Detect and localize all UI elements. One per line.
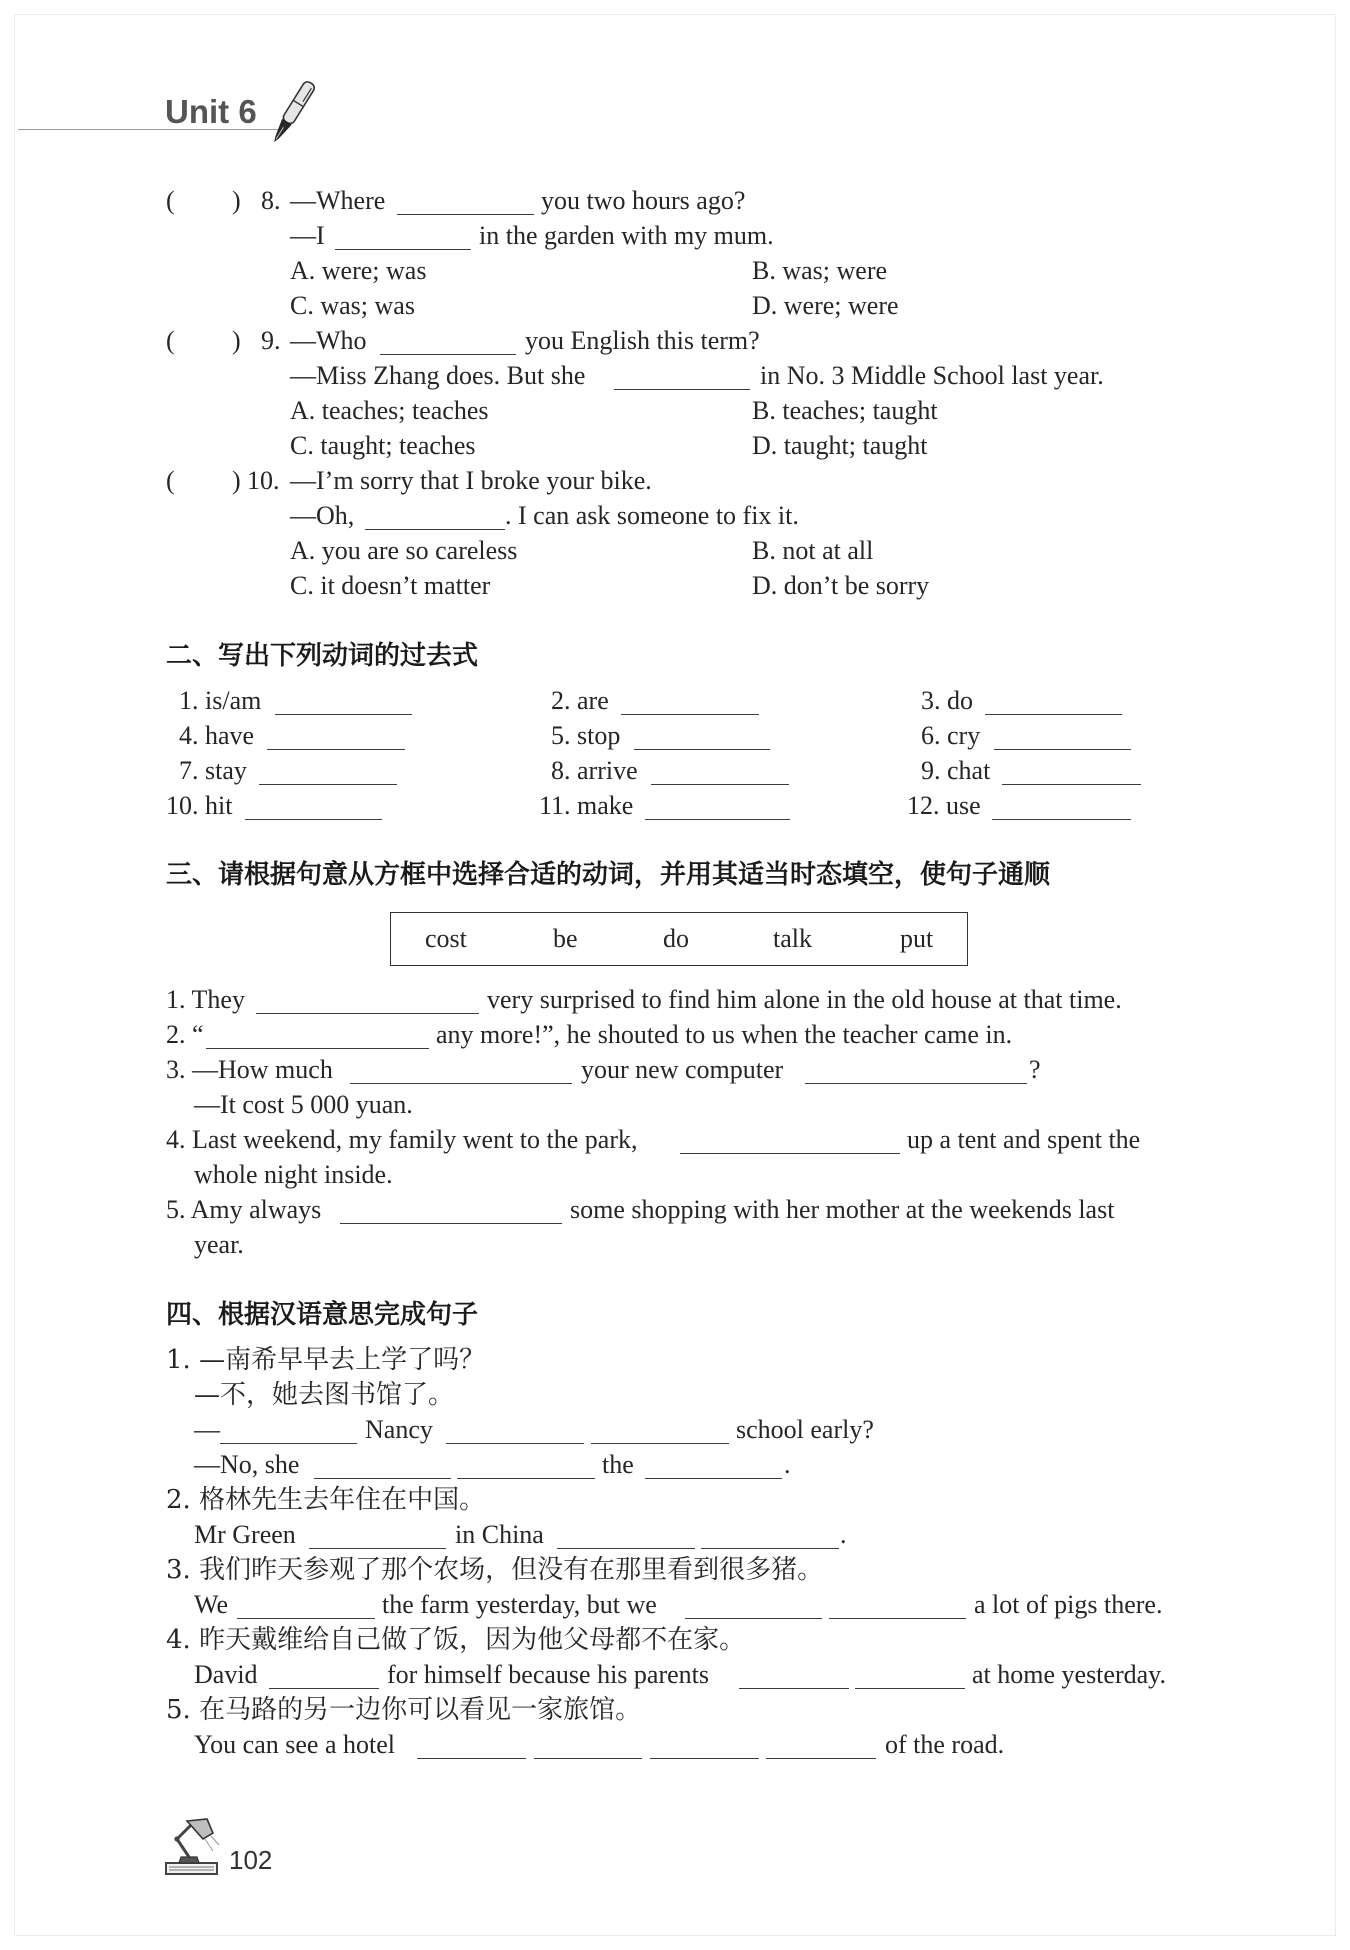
question-8-options-ab	[0, 254, 1350, 288]
answer-blank	[259, 784, 397, 785]
fill-in-sentence-4-continuation	[0, 1158, 1350, 1192]
answer-paren-open: (	[166, 326, 175, 355]
english-text: We	[194, 1590, 228, 1619]
section-4-heading: 四、根据汉语意思完成句子	[166, 1300, 479, 1330]
question-8-options-cd	[0, 289, 1350, 323]
verb-item: 3. do	[921, 686, 973, 715]
question-text: —Where	[290, 186, 386, 215]
answer-blank	[634, 749, 770, 750]
sentence-text: ?	[1029, 1055, 1041, 1084]
answer-blank	[350, 1083, 572, 1084]
question-8-line-2	[0, 219, 1350, 253]
question-8-line-1	[0, 184, 1350, 218]
answer-blank	[237, 1618, 375, 1619]
translation-1-chinese-2	[0, 1378, 1350, 1412]
sentence-text: 3. —How much	[166, 1055, 333, 1084]
english-text: You can see a hotel	[194, 1730, 395, 1759]
answer-blank	[397, 214, 534, 215]
verb-item: 7. stay	[179, 756, 247, 785]
answer-blank	[651, 784, 789, 785]
option-d: D. taught; taught	[752, 431, 928, 460]
question-text: in the garden with my mum.	[479, 221, 774, 250]
verb-item: 1. is/am	[179, 686, 262, 715]
word-box-item: cost	[425, 924, 467, 953]
answer-blank	[245, 819, 382, 820]
answer-blank	[256, 1013, 479, 1014]
english-text: the	[602, 1450, 634, 1479]
answer-blank	[701, 1548, 839, 1549]
english-text: Nancy	[365, 1415, 433, 1444]
english-text: Mr Green	[194, 1520, 296, 1549]
chinese-prompt: —不，她去图书馆了。	[194, 1380, 455, 1410]
english-text: at home yesterday.	[972, 1660, 1166, 1689]
option-b: B. teaches; taught	[752, 396, 938, 425]
past-tense-row-4	[0, 789, 1350, 823]
question-number: 8.	[261, 186, 281, 215]
pen-icon	[266, 76, 318, 148]
verb-item: 5. stop	[551, 721, 621, 750]
option-a: A. teaches; teaches	[290, 396, 489, 425]
question-text: —Miss Zhang does. But she	[290, 361, 586, 390]
fill-in-sentence-4	[0, 1123, 1350, 1157]
sentence-text: 1. They	[166, 985, 245, 1014]
question-9-options-cd	[0, 429, 1350, 463]
question-10-options-cd	[0, 569, 1350, 603]
answer-blank	[365, 529, 505, 530]
page-number: 102	[229, 1845, 273, 1875]
answer-blank	[417, 1758, 526, 1759]
option-c: C. it doesn’t matter	[290, 571, 491, 600]
translation-4-english	[0, 1658, 1350, 1692]
past-tense-row-2	[0, 719, 1350, 753]
answer-blank	[985, 714, 1122, 715]
answer-blank	[335, 249, 471, 250]
answer-blank	[680, 1153, 900, 1154]
word-box-item: put	[900, 924, 934, 953]
verb-item: 8. arrive	[551, 756, 638, 785]
english-text: —	[194, 1415, 220, 1444]
question-10-line-2	[0, 499, 1350, 533]
verb-item: 12. use	[907, 791, 981, 820]
translation-3-chinese	[0, 1553, 1350, 1587]
sentence-text: 2. “	[166, 1020, 204, 1049]
chinese-prompt: 4. 昨天戴维给自己做了饭，因为他父母都不在家。	[166, 1625, 746, 1655]
unit-title: Unit 6	[165, 93, 257, 130]
verb-item: 4. have	[179, 721, 255, 750]
english-text: for himself because his parents	[387, 1660, 710, 1689]
answer-blank	[829, 1618, 966, 1619]
answer-blank	[650, 1758, 759, 1759]
translation-2-english	[0, 1518, 1350, 1552]
answer-blank	[557, 1548, 695, 1549]
translation-1-chinese-1	[0, 1343, 1350, 1377]
verb-item: 10. hit	[166, 791, 233, 820]
verb-item: 9. chat	[921, 756, 991, 785]
fill-in-sentence-1	[0, 983, 1350, 1017]
question-text: —I	[290, 221, 325, 250]
question-number: 9.	[261, 326, 281, 355]
question-text: you English this term?	[525, 326, 760, 355]
sentence-text: any more!”, he shouted to us when the teacher came in.	[436, 1020, 1013, 1049]
past-tense-row-3	[0, 754, 1350, 788]
translation-2-chinese	[0, 1483, 1350, 1517]
sentence-text: 5. Amy always	[166, 1195, 322, 1224]
english-text: in China	[455, 1520, 544, 1549]
english-text: of the road.	[885, 1730, 1005, 1759]
question-9-line-2	[0, 359, 1350, 393]
sentence-text: —It cost 5 000 yuan.	[194, 1090, 413, 1119]
past-tense-row-1	[0, 684, 1350, 718]
sentence-text: very surprised to find him alone in the old house at that time.	[487, 985, 1122, 1014]
answer-blank	[855, 1688, 965, 1689]
answer-blank	[267, 749, 405, 750]
answer-blank	[534, 1758, 642, 1759]
answer-blank	[994, 749, 1131, 750]
english-text: school early?	[736, 1415, 874, 1444]
answer-blank	[805, 1083, 1027, 1084]
option-d: D. don’t be sorry	[752, 571, 930, 600]
question-number: 10.	[247, 466, 280, 495]
question-9-options-ab	[0, 394, 1350, 428]
word-box-item: talk	[773, 924, 812, 953]
answer-paren-close: )	[232, 186, 241, 215]
option-a: A. you are so careless	[290, 536, 518, 565]
answer-blank	[340, 1223, 562, 1224]
translation-3-english	[0, 1588, 1350, 1622]
fill-in-sentence-5-continuation	[0, 1228, 1350, 1262]
english-text: the farm yesterday, but we	[382, 1590, 657, 1619]
english-text: David	[194, 1660, 258, 1689]
answer-blank	[314, 1478, 451, 1479]
option-b: B. was; were	[752, 256, 888, 285]
word-box-item: do	[663, 924, 689, 953]
question-text: —I’m sorry that I broke your bike.	[290, 466, 652, 495]
answer-blank	[621, 714, 759, 715]
answer-blank	[220, 1443, 357, 1444]
section-3-heading: 三、请根据句意从方框中选择合适的动词，并用其适当时态填空，使句子通顺	[166, 860, 1051, 890]
question-text: —Who	[290, 326, 367, 355]
verb-item: 2. are	[551, 686, 609, 715]
answer-blank	[380, 354, 516, 355]
option-c: C. was; was	[290, 291, 415, 320]
answer-blank	[645, 819, 790, 820]
word-box-item: be	[553, 924, 578, 953]
english-text: —No, she	[194, 1450, 300, 1479]
fill-in-sentence-3	[0, 1053, 1350, 1087]
sentence-text: year.	[194, 1230, 244, 1259]
sentence-text: whole night inside.	[194, 1160, 393, 1189]
answer-blank	[591, 1443, 729, 1444]
verb-item: 6. cry	[921, 721, 981, 750]
question-text: . I can ask someone to fix it.	[505, 501, 799, 530]
sentence-text: some shopping with her mother at the weekends last	[570, 1195, 1115, 1224]
translation-1-english-1	[0, 1413, 1350, 1447]
answer-blank	[614, 389, 750, 390]
verb-item: 11. make	[539, 791, 634, 820]
option-b: B. not at all	[752, 536, 874, 565]
question-text: you two hours ago?	[541, 186, 746, 215]
answer-blank	[685, 1618, 822, 1619]
question-9-line-1	[0, 324, 1350, 358]
answer-blank	[309, 1548, 446, 1549]
fill-in-sentence-3-continuation	[0, 1088, 1350, 1122]
english-text: a lot of pigs there.	[974, 1590, 1163, 1619]
translation-5-chinese	[0, 1693, 1350, 1727]
answer-blank	[739, 1688, 849, 1689]
answer-blank	[766, 1758, 876, 1759]
answer-blank	[645, 1478, 782, 1479]
question-10-line-1	[0, 464, 1350, 498]
answer-paren-open: (	[166, 186, 175, 215]
answer-blank	[446, 1443, 584, 1444]
word-box	[390, 912, 968, 966]
sentence-text: up a tent and spent the	[907, 1125, 1141, 1154]
translation-4-chinese	[0, 1623, 1350, 1657]
english-text: .	[840, 1520, 847, 1549]
option-a: A. were; was	[290, 256, 427, 285]
answer-blank	[269, 1688, 379, 1689]
answer-blank	[1002, 784, 1141, 785]
fill-in-sentence-2	[0, 1018, 1350, 1052]
sentence-text: your new computer	[581, 1055, 784, 1084]
english-text: .	[784, 1450, 791, 1479]
option-d: D. were; were	[752, 291, 899, 320]
answer-blank	[457, 1478, 595, 1479]
chinese-prompt: 1. —南希早早去上学了吗？	[166, 1345, 486, 1375]
answer-paren-close: )	[232, 466, 241, 495]
header-rule	[18, 129, 286, 130]
sentence-text: 4. Last weekend, my family went to the park,	[166, 1125, 638, 1154]
fill-in-sentence-5	[0, 1193, 1350, 1227]
chinese-prompt: 2. 格林先生去年住在中国。	[166, 1485, 486, 1515]
answer-paren-close: )	[232, 326, 241, 355]
chinese-prompt: 5. 在马路的另一边你可以看见一家旅馆。	[166, 1695, 642, 1725]
question-text: in No. 3 Middle School last year.	[760, 361, 1104, 390]
question-text: —Oh,	[290, 501, 355, 530]
option-c: C. taught; teaches	[290, 431, 476, 460]
translation-5-english	[0, 1728, 1350, 1762]
chinese-prompt: 3. 我们昨天参观了那个农场，但没有在那里看到很多猪。	[166, 1555, 824, 1585]
desk-lamp-icon	[163, 1815, 221, 1877]
question-10-options-ab	[0, 534, 1350, 568]
section-2-heading: 二、写出下列动词的过去式	[166, 641, 479, 671]
translation-1-english-2	[0, 1448, 1350, 1482]
answer-blank	[275, 714, 412, 715]
answer-blank	[992, 819, 1131, 820]
answer-paren-open: (	[166, 466, 175, 495]
answer-blank	[206, 1048, 429, 1049]
